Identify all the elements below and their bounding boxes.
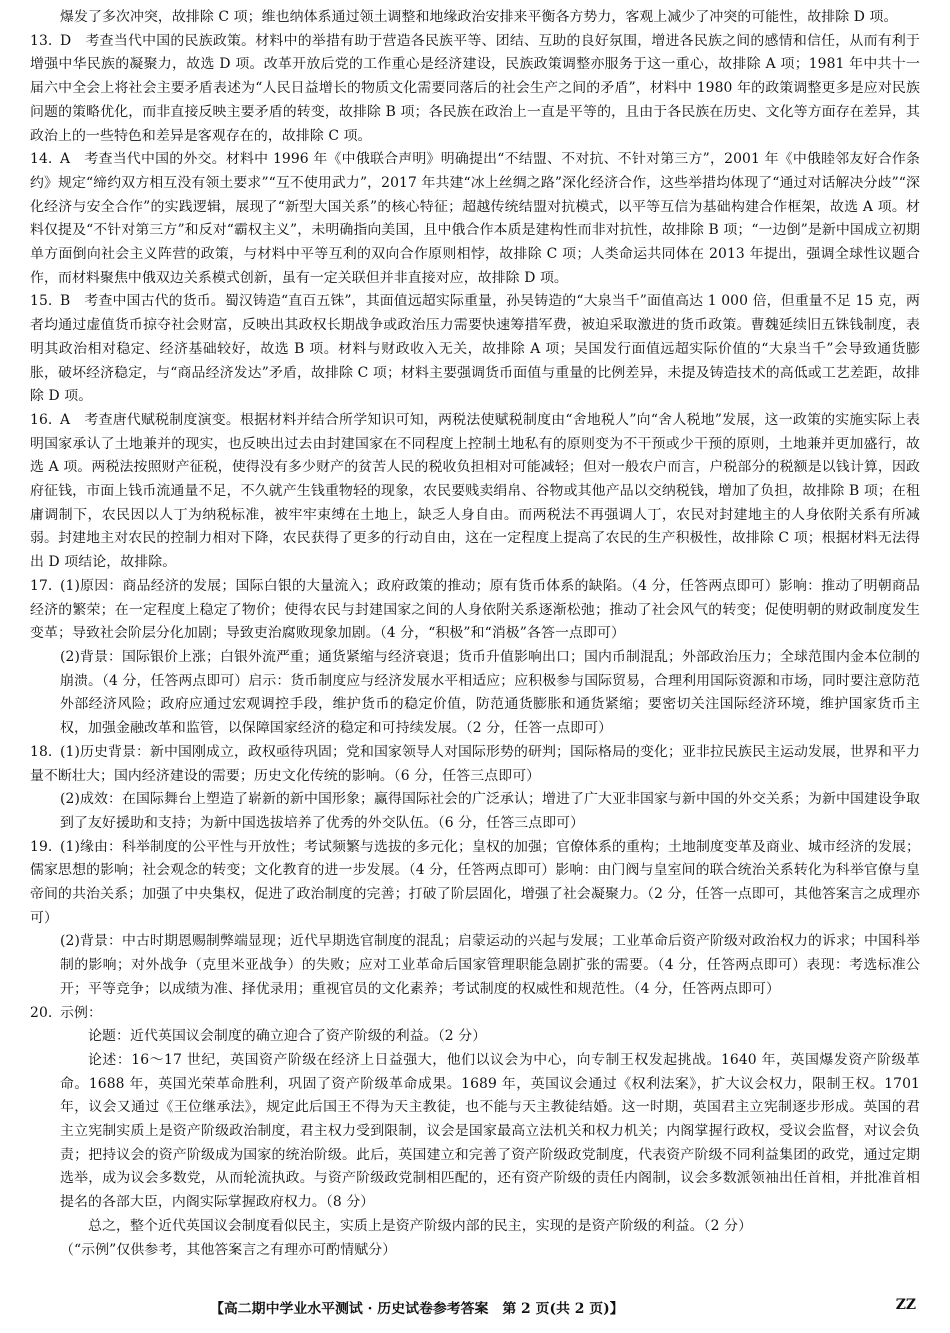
essay-argument: 论述：16～17 世纪，英国资产阶级在经济上日益强大，他们以议会为中心，向专制王权发起挑战。1640 年，英国爆发资产阶级革命。1688 年，英国光荣革命胜利，巩固了资产阶级革命成果。1689 年，英国议会通过《权利法案》，扩大议会权力，限制王权。1701 年，议会又通过《王位继承法》，规定此后国王不得为天主教徒，也不能与天主教徒结婚。这一时期，英国君主立宪制逐步形成。英国的君主立宪制实质上是资产阶级政治制度，君主权力受到限制，议会是国家最高立法机关和权力机关；内阁掌握行政权，受议会监督，对议会负责；把持议会的资产阶级成为国家的统治阶级。此后，英国建立和完善了资产阶级政党制度，代表资产阶级不同利益集团的政党，通过定期选举，成为议会多数党，从而轮流执政。与资产阶级政党制相匹配的，还有资产阶级的责任内阁制，议会多数派领袖出任首相，并批准首相提名的各部大臣，内阁实际掌握政府权力。（8 分） — [60, 1051, 920, 1211]
answer-15 — [30, 290, 920, 409]
answer-19-part1 — [30, 836, 920, 931]
question-number: 15. — [30, 293, 53, 310]
footer-title: 【高二期中学业水平测试 · 历史试卷参考答案 第 2 页(共 2 页)】 — [210, 1301, 624, 1317]
answer-text: (1)历史背景：新中国刚成立，政权亟待巩固；党和国家领导人对国际形势的研判；国际格局的变化；亚非拉民族民主运动发展，世界和平力量不断壮大；国内经济建设的需要；历史文化传统的影响。（6 分，任答三点即可） — [30, 743, 920, 784]
answer-17-part1 — [30, 575, 920, 646]
answer-text: (1)缘由：科举制度的公平性与开放性；考试频繁与选拔的多元化；皇权的加强；官僚体系的重构；土地制度变革及商业、城市经济的发展；儒家思想的影响；社会观念的转变；文化教育的进一步发展。（4 分，任答两点即可）影响：由门阀与皇室间的联合统治关系转化为科举官僚与皇帝间的共治关系；加强了中央集权，促进了政治制度的完善；打破了阶层固化，增强了社会凝聚力。（2 分，任答一点即可，其他答案言之成理亦可） — [30, 838, 920, 926]
answer-14 — [30, 148, 920, 290]
question-number: 14. — [30, 151, 53, 168]
essay-thesis: 论题：近代英国议会制度的确立迎合了资产阶级的利益。（2 分） — [88, 1028, 487, 1045]
question-number: 16. — [30, 411, 53, 428]
answer-20-heading — [30, 1002, 920, 1026]
answer-13 — [30, 30, 920, 149]
answer-text: D 考查当代中国的民族政策。材料中的举措有助于营造各民族平等、团结、互助的良好氛围，增进各民族之间的感情和信任，从而有利于增强中华民族的凝聚力，故选 D 项。改革开放后党的工作重心是经济建设，民族政策调整亦服务于这一重心，故排除 A 项；1981 年中共十一届六中全会上将社会主要矛盾表述为“人民日益增长的物质文化需要同落后的社会生产之间的矛盾”，材料中 1980 年的政策调整更多是应对民族问题的策略优化，而非直接反映主要矛盾的转变，故排除 B 项；各民族在政治上一直是平等的，且由于各民族在历史、文化等方面存在差异，其政治上的一些特色和差异是客观存在的，故排除 C 项。 — [30, 32, 920, 144]
question-number: 17. — [30, 577, 53, 594]
answer-text: B 考查中国古代的货币。蜀汉铸造“直百五铢”，其面值远超实际重量，孙吴铸造的“大泉当千”面值高达 1 000 倍，但重量不足 15 克，两者均通过虚值货币掠夺社会财富，反映出其政权长期战争或政治压力需要快速筹措军费，被迫采取激进的货币政策。曹魏延续旧五铢钱制度，表明其政治相对稳定、经济基础较好，故选 B 项。材料与财政收入无关，故排除 A 项；吴国发行面值远超实际价值的“大泉当千”会导致通货膨胀，破坏经济稳定，与“商品经济发达”矛盾，故排除 C 项；材料主要强调货币面值与重量的比例差异，未提及铸造技术的高低或工艺差距，故排除 D 项。 — [30, 293, 920, 405]
essay-conclusion: 总之，整个近代英国议会制度看似民主，实质上是资产阶级内部的民主，实现的是资产阶级的利益。（2 分） — [88, 1217, 753, 1234]
answer-text: (1)原因：商品经济的发展；国际白银的大量流入；政府政策的推动；原有货币体系的缺陷。（4 分，任答两点即可）影响：推动了明朝商品经济的繁荣；在一定程度上稳定了物价；使得农民与封建国家之间的人身依附关系逐渐松弛；推动了社会风气的转变；促使明朝的财政制度发生变革；导致社会阶层分化加剧；导致吏治腐败现象加剧。（4 分，“积极”和“消极”各答一点即可） — [30, 577, 920, 642]
answer-18-part1 — [30, 741, 920, 788]
answer-18-part2: (2)成效：在国际舞台上塑造了崭新的新中国形象；赢得国际社会的广泛承认；增进了广大亚非国家与新中国的外交关系；为新中国建设争取到了友好援助和支持；为新中国选拔培养了优秀的外交队伍。（6 分，任答三点即可） — [60, 791, 920, 831]
answer-text: 示例： — [60, 1004, 102, 1021]
answer-text: A 考查当代中国的外交。材料中 1996 年《中俄联合声明》明确提出“不结盟、不对抗、不针对第三方”，2001 年《中俄睦邻友好合作条约》规定“缔约双方相互没有领土要求”“互不使用武力”，2017 年共建“冰上丝绸之路”深化经济合作，这些举措均体现了“通过对话解决分歧”“深化经济与安全合作”的实践逻辑，展现了“新型大国关系”的核心特征；超越传统结盟对抗模式，以平等互信为基础构建合作框架，故选 A 项。材料仅提及“不针对第三方”和反对“霸权主义”，未明确指向美国，且中俄合作本质是建构性而非对抗性，故排除 B 项；“一边倒”是新中国成立初期单方面倒向社会主义阵营的政策，与材料中平等互利的双向合作原则相悖，故排除 C 项；人类命运共同体在 2013 年提出，强调全球性议题合作，而材料聚焦中俄双边关系模式创新，虽有一定关联但并非直接对应，故排除 D 项。 — [30, 151, 920, 286]
page-footer — [0, 1293, 950, 1323]
answer-text: A 考查唐代赋税制度演变。根据材料并结合所学知识可知，两税法使赋税制度由“舍地税人”向“舍人税地”发展，这一政策的实施实际上表明国家承认了土地兼并的现实，也反映出过去由封建国家在不同程度上控制土地私有的原则变为不干预或少干预的原则，土地兼并更加盛行，故选 A 项。两税法按照财产征税，使得没有多少财产的贫苦人民的税收负担相对可能减轻；但对一般农户而言，户税部分的税额是以钱计算，因政府征钱，市面上钱币流通量不足，不久就产生钱重物轻的现象，农民要贱卖绢帛、谷物或其他产品以交纳税钱，增加了负担，故排除 B 项；在租庸调制下，农民因以人丁为纳税标准，被牢牢束缚在土地上，缺乏人身自由。而两税法不再强调人丁，农民对封建地主的人身依附关系有所减弱。封建地主对农民的控制力相对下降，农民获得了更多的行动自由，这在一定程度上提高了农民的生产积极性，故排除 C 项；根据材料无法得出 D 项结论，故排除。 — [30, 411, 920, 571]
question-number: 18. — [30, 743, 53, 760]
answer-17-part2: (2)背景：国际银价上涨；白银外流严重；通货紧缩与经济衰退；货币升值影响出口；国内币制混乱；外部政治压力；全球范围内金本位制的崩溃。（4 分，任答两点即可）启示：货币制度应与经济发展水平相适应；应积极参与国际贸易，合理利用国际资源和市场，同时要注意防范外部经济风险；政府应通过宏观调控手段，维护货币的稳定价值，防范通货膨胀和通货紧缩；要密切关注国际经济环境，维护国家货币主权，加强金融改革和监管，以保障国家经济的稳定和可持续发展。（2 分，任答一点即可） — [60, 648, 920, 737]
answer-19-part2: (2)背景：中古时期恩赐制弊端显现；近代早期选官制度的混乱；启蒙运动的兴起与发展；工业革命后资产阶级对政治权力的诉求；中国科举制的影响；对外战争（克里米亚战争）的失败；应对工业革命后国家管理职能急剧扩张的需要。（4 分，任答两点即可）表现：考选标准公开；平等竞争；以成绩为准、择优录用；重视官员的文化素养；考试制度的权威性和规范性。（4 分，任答两点即可） — [60, 933, 920, 997]
answer-16 — [30, 409, 920, 575]
footer-code: ZZ — [895, 1297, 916, 1313]
continued-answer-12: 爆发了多次冲突，故排除 C 项；维也纳体系通过领土调整和地缘政治安排来平衡各方势力，客观上减少了冲突的可能性，故排除 D 项。 — [60, 9, 898, 25]
essay-note: （“示例”仅供参考，其他答案言之有理亦可酌情赋分） — [60, 1241, 397, 1258]
question-number: 13. — [30, 32, 53, 49]
question-number: 20. — [30, 1004, 53, 1021]
answer-document — [30, 6, 920, 1262]
question-number: 19. — [30, 838, 53, 855]
